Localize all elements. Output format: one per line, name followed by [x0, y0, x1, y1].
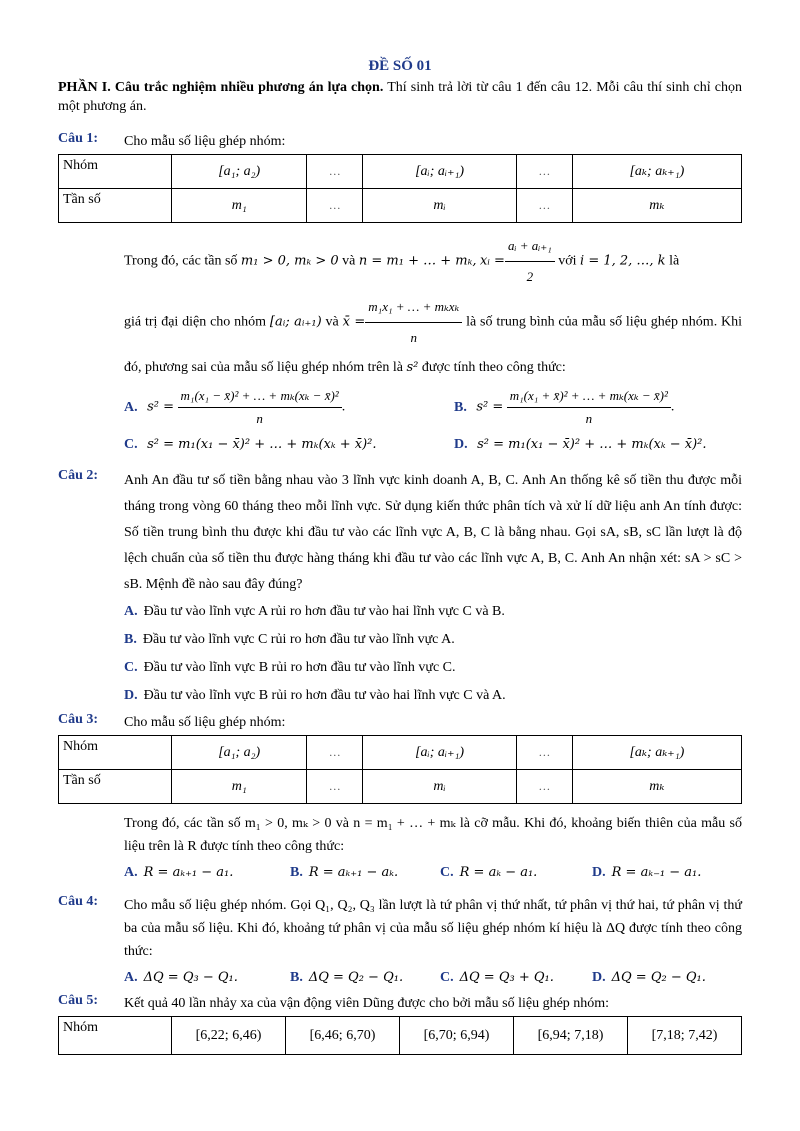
math: s² — [406, 360, 419, 375]
question-1-stem: Cho mẫu số liệu ghép nhóm: — [124, 134, 286, 149]
option-label: B. — [124, 632, 137, 647]
text: giá trị đại diện cho nhóm — [124, 314, 267, 330]
table-cell: [aₖ; aₖ₊₁) — [572, 736, 741, 770]
exam-title: ĐỀ SỐ 01 — [368, 58, 432, 74]
math: ΔQ = Q₂ − Q₁. — [308, 970, 404, 985]
table-cell: [7,18; 7,42) — [628, 1017, 742, 1055]
table-cell: m₁ — [172, 189, 307, 223]
math: R = aₖ₊₁ − aₖ. — [308, 865, 399, 880]
table-header-cell: Tần số — [59, 770, 172, 804]
math: s² = — [476, 399, 504, 415]
math: i = 1, 2, …, k — [580, 253, 666, 269]
table-cell: … — [517, 736, 573, 770]
denominator: 2 — [526, 269, 534, 284]
table-cell: … — [307, 155, 363, 189]
grouped-data-table — [58, 735, 742, 804]
question-4-stem: Cho mẫu số liệu ghép nhóm. Gọi Q₁, Q₂, Q₃ lần lượt là tứ phân vị thứ nhất, tứ phân vị thứ hai, tứ phân vị thứ ba của mẫu số liệu. Khi đó, khoảng tứ phân vị của mẫu số liệu ghép nhóm kí hiệu là ΔQ được tính theo công thức: — [124, 898, 742, 959]
table-cell: … — [307, 189, 363, 223]
option-label: C. — [440, 970, 454, 985]
option-label: A. — [124, 970, 138, 985]
numerator: m₁(x₁ + x̄)² + … + mₖ(xₖ − x̄)² — [507, 385, 671, 408]
option-d[interactable] — [592, 862, 758, 884]
table-cell: … — [307, 736, 363, 770]
denominator: n — [256, 411, 263, 426]
table-cell: mₖ — [572, 189, 741, 223]
table-header-cell: Tần số — [59, 189, 172, 223]
table-header-cell: Nhóm — [59, 1017, 172, 1055]
question-2-label: Câu 2: — [58, 468, 99, 483]
table-cell: mₖ — [572, 770, 741, 804]
question-2-stem: Anh An đầu tư số tiền bằng nhau vào 3 lĩnh vực kinh doanh A, B, C. Anh An thống kê số tiền thu được mỗi tháng trong vòng 60 tháng theo mỗi lĩnh vực. Sử dụng kiến thức phân tích và xử lí dữ liệu anh An tính được: Số tiền trung bình thu được khi đầu tư vào các lĩnh vực A, B, C là bằng nhau. Gọi sA, sB, sC lần lượt là độ lệch chuẩn của số tiền thu được hàng tháng khi đầu tư vào các lĩnh vực A, B, C. Anh An nhận xét: sA > sC > sB. Mệnh đề nào sau đây đúng? — [124, 473, 742, 592]
option-label: D. — [124, 688, 138, 703]
question-5-label: Câu 5: — [58, 993, 99, 1008]
math: x̄ = — [342, 314, 366, 330]
table-header-cell: Nhóm — [59, 155, 172, 189]
table-cell: [6,70; 6,94) — [400, 1017, 514, 1055]
fraction — [365, 292, 462, 353]
option-text: Đầu tư vào lĩnh vực B rủi ro hơn đầu tư vào lĩnh vực C. — [143, 660, 456, 675]
question-4-label: Câu 4: — [58, 894, 99, 909]
math: xᵢ = — [479, 253, 505, 269]
table-cell: … — [517, 770, 573, 804]
question-1 — [58, 131, 742, 456]
table-cell: … — [307, 770, 363, 804]
option-text: Đầu tư vào lĩnh vực A rủi ro hơn đầu tư vào hai lĩnh vực C và B. — [143, 604, 505, 619]
fraction — [507, 385, 671, 430]
table-cell: [6,46; 6,70) — [286, 1017, 400, 1055]
option-d[interactable] — [124, 682, 742, 710]
fraction — [505, 231, 555, 292]
option-label: A. — [124, 604, 138, 619]
text: là — [669, 253, 680, 269]
option-text: Đầu tư vào lĩnh vực C rủi ro hơn đầu tư vào lĩnh vực A. — [142, 632, 455, 647]
option-b[interactable] — [290, 967, 440, 989]
math: R = aₖ − a₁. — [459, 865, 538, 880]
table-cell: [6,94; 7,18) — [514, 1017, 628, 1055]
table-cell: [a₁; a₂) — [172, 155, 307, 189]
question-3-explanation: Trong đó, các tần số m₁ > 0, mₖ > 0 và n = m₁ + … + mₖ là cỡ mẫu. Khi đó, khoảng biến thiên của mẫu số liệu trên là R được tính theo công thức: — [124, 816, 742, 854]
math: ΔQ = Q₃ + Q₁. — [459, 970, 554, 985]
numerator: m₁(x₁ − x̄)² + … + mₖ(xₖ − x̄)² — [178, 385, 342, 408]
option-text: Đầu tư vào lĩnh vực B rủi ro hơn đầu tư vào hai lĩnh vực C và A. — [143, 688, 506, 703]
text: . — [341, 399, 346, 415]
table-cell: [aₖ; aₖ₊₁) — [572, 155, 741, 189]
text: và — [342, 253, 356, 269]
question-4-options — [124, 967, 742, 989]
math: R = aₖ₊₁ − a₁. — [143, 865, 234, 880]
text: với — [558, 253, 577, 269]
option-label: B. — [454, 399, 467, 415]
denominator: n — [585, 411, 593, 426]
table-cell: [6,22; 6,46) — [172, 1017, 286, 1055]
table-row — [59, 189, 742, 223]
table-cell: mᵢ — [363, 189, 517, 223]
question-3 — [58, 712, 742, 884]
grouped-data-table — [58, 1016, 742, 1055]
option-label: C. — [124, 660, 138, 675]
table-cell: [aᵢ; aᵢ₊₁) — [363, 736, 517, 770]
option-b[interactable] — [290, 862, 440, 884]
fraction — [178, 385, 342, 430]
option-d[interactable] — [454, 434, 774, 456]
option-d[interactable] — [592, 967, 758, 989]
option-label: B. — [290, 865, 303, 880]
denominator: n — [410, 330, 418, 345]
math: ΔQ = Q₃ − Q₁. — [143, 970, 238, 985]
text: là số trung bình của mẫu số liệu ghép nhóm. Khi đó, phương sai của mẫu số liệu ghép nhóm trên là — [124, 314, 743, 375]
option-label: D. — [592, 865, 606, 880]
option-label: D. — [454, 437, 468, 452]
option-label: D. — [592, 970, 606, 985]
math: ΔQ = Q₂ − Q₁. — [611, 970, 706, 985]
math: R = aₖ₋₁ − a₁. — [611, 865, 702, 880]
numerator: m₁x₁ + … + mₖxₖ — [365, 292, 462, 323]
option-label: A. — [124, 399, 138, 415]
question-3-stem: Cho mẫu số liệu ghép nhóm: — [124, 715, 286, 730]
option-a[interactable] — [124, 598, 742, 626]
math: m₁ > 0, mₖ > 0 — [240, 253, 339, 269]
option-a[interactable] — [124, 862, 290, 884]
math: n = m₁ + … + mₖ, — [358, 253, 477, 269]
option-c[interactable] — [124, 654, 742, 682]
grouped-data-table — [58, 154, 742, 223]
table-row — [59, 770, 742, 804]
text: . — [670, 399, 675, 415]
part1-heading: PHẦN I. Câu trắc nghiệm nhiều phương án lựa chọn. — [58, 80, 384, 95]
table-cell: mᵢ — [363, 770, 517, 804]
math: s² = — [147, 399, 175, 415]
numerator: aᵢ + aᵢ₊₁ — [505, 231, 555, 262]
question-1-label: Câu 1: — [58, 131, 99, 146]
table-cell: [a₁; a₂) — [172, 736, 307, 770]
math: [aᵢ; aᵢ₊₁) — [269, 314, 322, 330]
table-cell: … — [517, 155, 573, 189]
question-2 — [58, 468, 742, 710]
text: được tính theo công thức: — [421, 360, 566, 375]
option-label: C. — [440, 865, 454, 880]
option-a[interactable] — [124, 385, 454, 430]
option-a[interactable] — [124, 967, 290, 989]
part1-instructions — [58, 78, 742, 116]
table-cell: m₁ — [172, 770, 307, 804]
option-c[interactable] — [440, 862, 592, 884]
option-b[interactable] — [454, 385, 774, 430]
math: s² = m₁(x₁ − x̄)² + … + mₖ(xₖ − x̄)². — [477, 437, 707, 452]
question-1-explanation — [124, 231, 742, 383]
option-label: C. — [124, 437, 138, 452]
table-header-cell: Nhóm — [59, 736, 172, 770]
question-4 — [58, 894, 742, 989]
option-label: B. — [290, 970, 303, 985]
table-row — [59, 736, 742, 770]
option-c[interactable] — [124, 434, 454, 456]
exam-page — [58, 58, 742, 1055]
table-row — [59, 155, 742, 189]
question-1-options — [124, 385, 742, 456]
option-label: A. — [124, 865, 138, 880]
question-3-label: Câu 3: — [58, 712, 99, 727]
option-b[interactable] — [124, 626, 742, 654]
table-cell: … — [517, 189, 573, 223]
text: và — [325, 314, 339, 330]
part1-intro: Thí sinh trả lời từ câu 1 đến câu 12. Mỗi câu thí sinh chỉ chọn một phương án. — [58, 80, 742, 114]
math: s² = m₁(x₁ − x̄)² + … + mₖ(xₖ + x̄)². — [147, 437, 377, 452]
table-cell: [aᵢ; aᵢ₊₁) — [363, 155, 517, 189]
table-row — [59, 1017, 742, 1055]
question-3-options — [124, 862, 742, 884]
text: Trong đó, các tần số — [124, 253, 238, 269]
question-5 — [58, 993, 742, 1055]
option-c[interactable] — [440, 967, 592, 989]
question-5-stem: Kết quả 40 lần nhảy xa của vận động viên Dũng được cho bởi mẫu số liệu ghép nhóm: — [124, 996, 610, 1011]
